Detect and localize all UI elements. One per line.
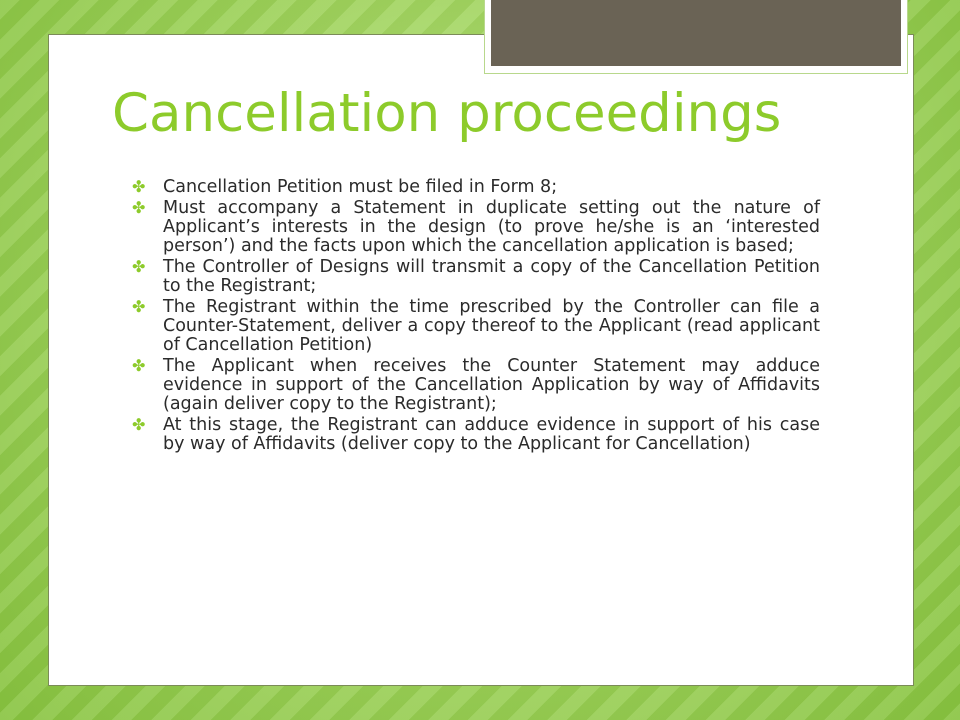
bullet-text: The Applicant when receives the Counter Statement may adduce evidence in support of the Cancellation Application by way of Affidavits (again deliver copy to the Registrant); <box>163 356 820 414</box>
bullet-item <box>132 416 820 454</box>
bullet-text: The Controller of Designs will transmit a copy of the Cancellation Petition to the Registrant; <box>163 257 820 296</box>
bullet-item <box>132 298 820 355</box>
bullet-text: At this stage, the Registrant can adduce evidence in support of his case by way of Affidavits (deliver copy to the Applicant for Cancellation) <box>163 415 820 454</box>
bullet-text: Must accompany a Statement in duplicate setting out the nature of Applicant’s interests in the design (to prove he/she is an ‘interested person’) and the facts upon which the cancellation application is based; <box>163 198 820 256</box>
bullet-list <box>132 178 820 456</box>
bullet-item <box>132 357 820 414</box>
header-accent-fill <box>491 0 901 66</box>
bullet-text: The Registrant within the time prescribed by the Controller can file a Counter-Statement, deliver a copy thereof to the Applicant (read applicant of Cancellation Petition) <box>163 297 820 355</box>
bullet-item <box>132 178 820 197</box>
flower-bullet-icon: ✤ <box>132 257 146 276</box>
flower-bullet-icon: ✤ <box>132 297 146 316</box>
bullet-item <box>132 199 820 256</box>
bullet-text: Cancellation Petition must be filed in Form 8; <box>163 177 558 197</box>
flower-bullet-icon: ✤ <box>132 356 146 375</box>
bullet-item <box>132 258 820 296</box>
flower-bullet-icon: ✤ <box>132 177 146 196</box>
flower-bullet-icon: ✤ <box>132 415 146 434</box>
flower-bullet-icon: ✤ <box>132 198 146 217</box>
slide-title: Cancellation proceedings <box>112 83 782 144</box>
header-accent-block <box>484 0 908 74</box>
